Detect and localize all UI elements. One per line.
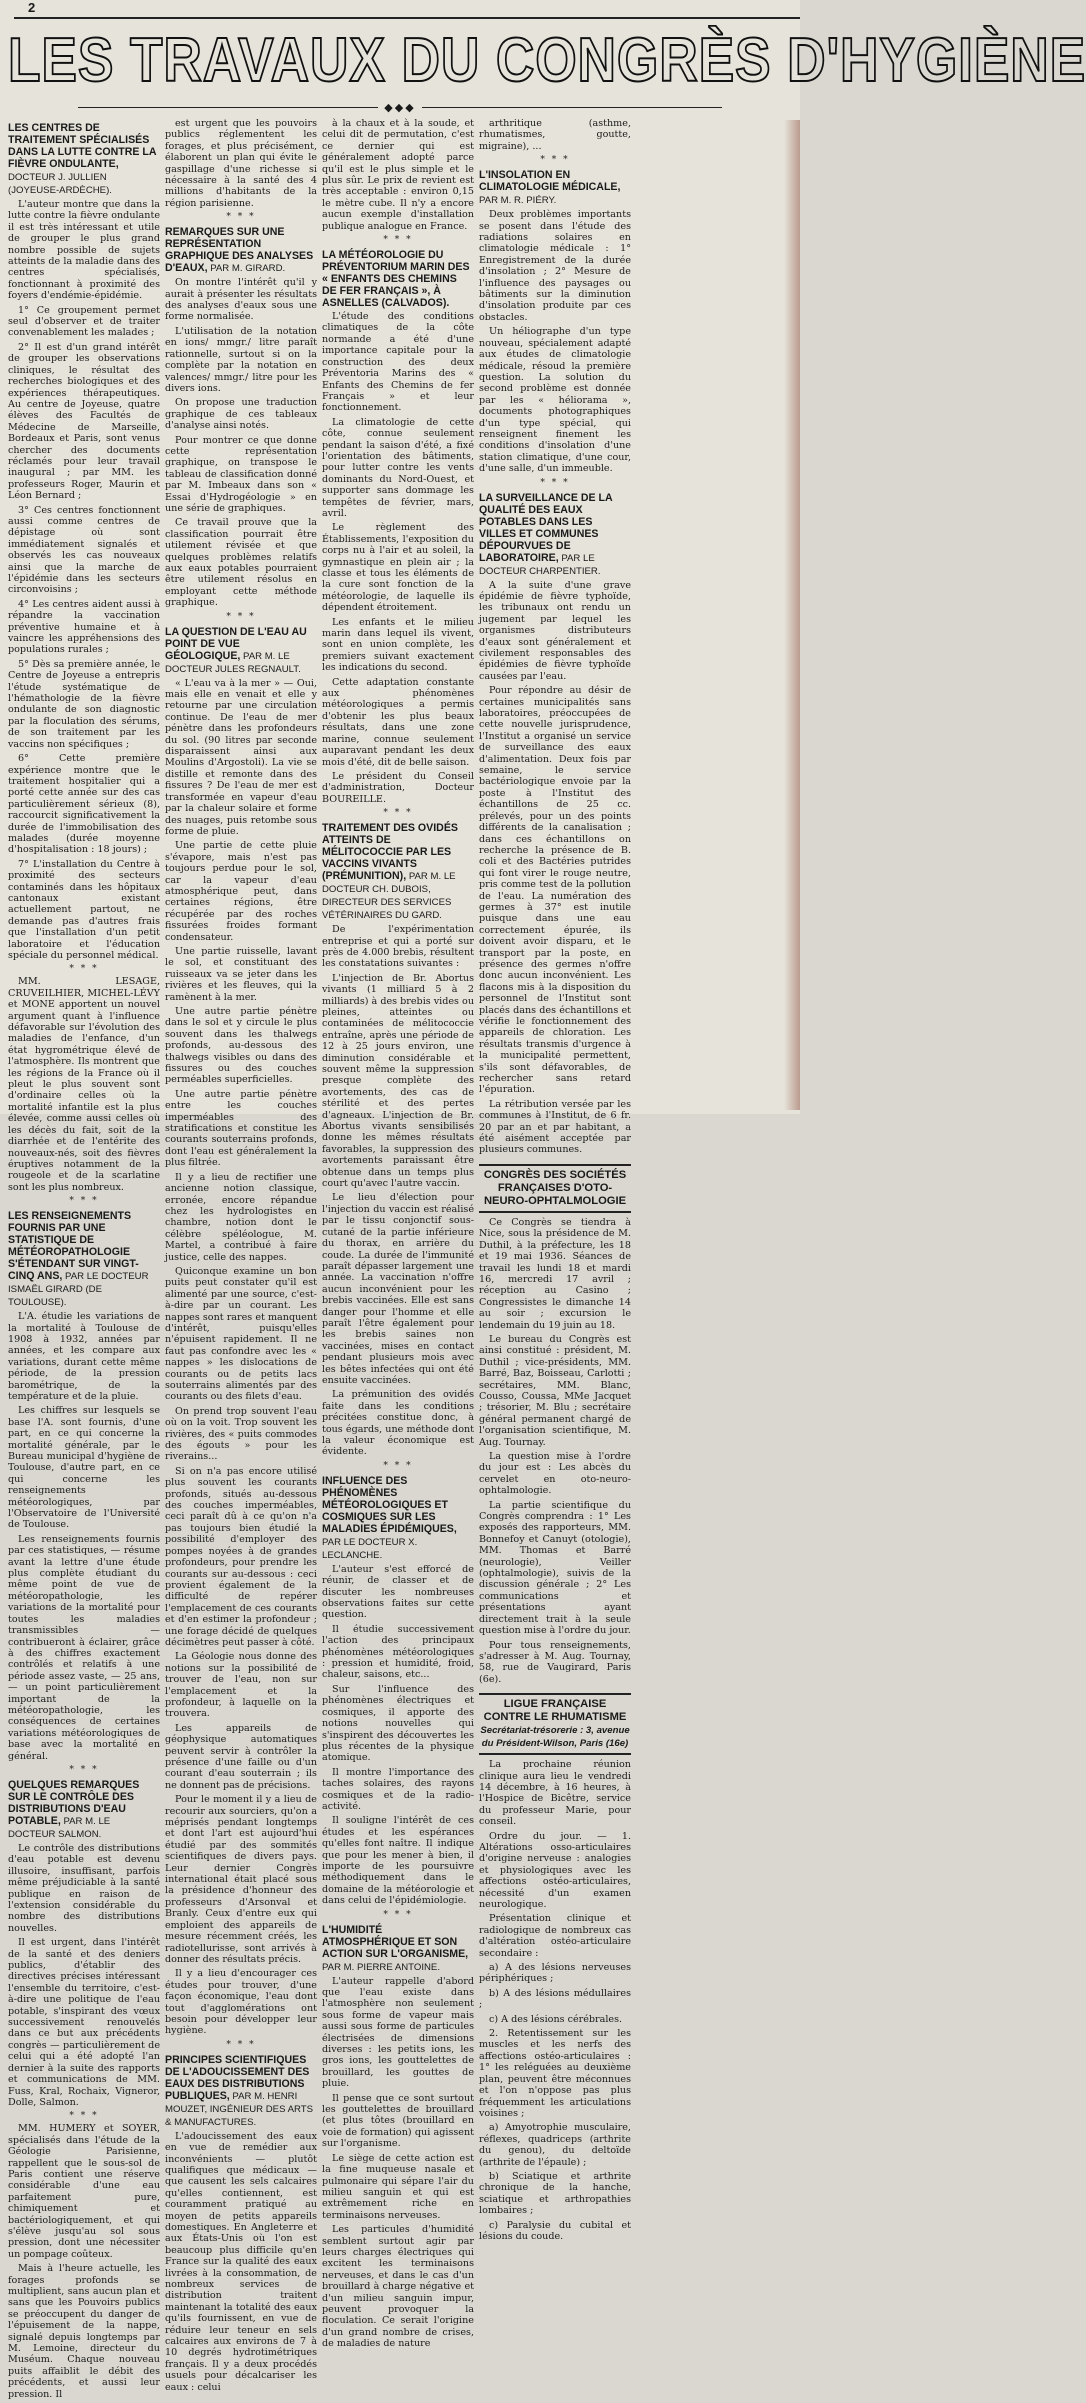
article-title: LES CENTRES DE TRAITEMENT SPÉCIALISÉS DANS LA LUTTE CONTRE LA FIÈVRE ONDULANTE, [8,122,157,170]
article-author: PAR M. LE DOCTEUR CH. DUBOIS, DIRECTEUR DES SERVICES VÉTÉRINAIRES DU GARD. [322,871,456,922]
article-paragraph: Une autre partie pénètre entre les couches imperméables des stratifications et constitue les courants souterrains profonds, dont l'eau est généralement la plus filtrée. [165,1088,317,1169]
article-paragraph: 2° Il est d'un grand intérêt de grouper les observations cliniques, le résultat des recherches biologiques et des expériences thérapeutiques. Au centre de Joyeuse, quatre élèves des Facultés de Médecine de Marseille, Bordeaux et Paris, sont venus chercher des documents réclamés pour leur travail inaugural ; par MM. les professeurs Roger, Maurin et Léon Bernard ; [8,341,160,502]
asterism-separator: * * * [383,1909,413,1920]
article-paragraph: Il souligne l'intérêt de ces études et les espérances qu'elles font naître. Il indique que pour les mener à bien, il importe de les poursuivre méthodiquement dans le domaine de la météorologie et dans celui de l'épidémiologie. [322,1815,474,1907]
top-rule [14,17,800,19]
article-author: PAR LE DOCTEUR X. LECLANCHE. [322,1536,418,1561]
article-paragraph: On propose une traduction graphique de ces tableaux d'analyse ainsi notés. [165,397,317,432]
article-paragraph: Pour le moment il y a lieu de recourir aux sourciers, qu'on a méprisés pendant longtemps et dont l'art est aujourd'hui étudié par des sommités scientifiques de divers pays. Leur dernier Congrès international était placé sous la présidence d'honneur des professeurs d'Arsonval et Branly. Ceux d'entre eux qui emploient des appareils de mesure récemment créés, les radiotellurisse, sont arrivés à donner des résultats précis. [165,1794,317,1965]
article-title: LA MÉTÉOROLOGIE DU PRÉVENTORIUM MARIN DES « ENFANTS DES CHEMINS DE FER FRANÇAIS », À ASNELLES (CALVADOS). [322,249,470,310]
ornament-rule-left [78,107,378,108]
article-paragraph: On montre l'intérêt qu'il y aurait à présenter les résultats des analyses d'eaux sous une forme normalisée. [165,277,317,323]
article-paragraph: Quiconque examine un bon puits peut constater qu'il est alimenté par une source, c'est-à-dire par un courant. Les nappes sont rares et manquent d'intérêt, puisqu'elles n'épuisent rapidement. Il ne faut pas confondre avec les « nappes » les dislocations de courants ou de petits lacs souterrains alimentés par des courants ou des filets d'eau. [165,1265,317,1403]
article-paragraph: c) Paralysie du cubital et lésions du coude. [479,2219,631,2242]
article-paragraph: A la suite d'une grave épidémie de fièvre typhoïde, les tribunaux ont rendu un jugement par lequel les organismes distributeurs d'eaux sont généralement et civilement responsables des épidémies de fièvre typhoïde causées par l'eau. [479,579,631,682]
article-paragraph: Une autre partie pénètre dans le sol et y circule le plus souvent dans les thalwegs profonds, au-dessous des thalwegs visibles ou dans des fissures ou des couches perméables superficielles. [165,1006,317,1086]
article-title: LA QUESTION DE L'EAU AU POINT DE VUE GÉOLOGIQUE, [165,625,307,662]
column-2 [165,118,317,2403]
article-paragraph: Les appareils de géophysique automatiques peuvent servir à contrôler la présence d'une faille ou d'un courant d'eau souterrain ; ils ne donnent pas de précisions. [165,1722,317,1791]
box-title: LIGUE FRANÇAISE CONTRE LE RHUMATISME [483,1698,627,1724]
article-author: PAR M. LE DOCTEUR SALMON. [8,1815,111,1840]
article-author: PAR LE DOCTEUR ISMAËL GIRARD (DE TOULOUSE). [8,1271,149,1309]
article-paragraph: Ce Congrès se tiendra à Nice, sous la présidence de M. Duthil, à la préfecture, les 18 et 19 mai 1936. Séances de travail les lundi 18 et mardi 16, mercredi 17 avril ; réception au Casino ; Congressistes le dimanche 14 au soir ; excursion le lendemain du 19 juin au 18. [479,1216,631,1331]
article-heading [322,249,474,309]
article-paragraph: Ordre du jour. — 1. Altérations osso-articulaires d'origine nerveuse : analogies et physiologiques avec les affections ostéo-articulaires, nécessité d'un examen neurologique. [479,1830,631,1910]
article-paragraph: La partie scientifique du Congrès comprendra : 1° Les exposés des rapporteurs, MM. Bonnefoy et Canuyt (otologie), MM. Thomas et Barré (neurologie), Veiller (ophtalmologie), suivis de la discussion générale ; 2° Les communications et présentations ayant directement trait à la seule question mise à l'ordre du jour. [479,1499,631,1637]
article-title: LES RENSEIGNEMENTS FOURNIS PAR UNE STATISTIQUE DE MÉTÉOROPATHOLOGIE S'ÉTENDANT SUR VINGT-CINQ ANS, [8,1210,139,1283]
section-box-heading [479,1164,631,1213]
article-paragraph: Les particules d'humidité semblent surtout agir par leurs charges électriques qui excitent les terminaisons nerveuses, et dans le cas d'un brouillard à charge négative et d'un milieu sanguin impur, peuvent provoquer la floculation. Ce serait l'origine d'un grand nombre de crises, de maladies de nature [322,2224,474,2350]
article-paragraph: Les chiffres sur lesquels se base l'A. sont fournis, d'une part, en ce qui concerne la mortalité générale, par le Bureau municipal d'hygiène de Toulouse, d'autre part, en ce qui concerne les renseignements météorologiques, par l'Observatoire de l'Université de Toulouse. [8,1405,160,1531]
article-paragraph: L'injection de Br. Abortus vivants (1 milliard 5 à 2 milliards) à des brebis vides ou pleines, atteintes ou contaminées de mélitococcie entraîne, après une période de 12 à 25 jours environ, une diminution considérable et souvent même la suppression presque complète des avortements, des cas de stérilité et des pertes d'agneaux. L'injection de Br. Abortus vivants sensibilisés donne les mêmes résultats favorables, la suppression des avortements paraissant être obtenue dans un temps plus court qu'avec l'autre vaccin. [322,972,474,1190]
article-paragraph: Si on n'a pas encore utilisé plus souvent les courants profonds, situés au-dessous des couches imperméables, ceci paraît dû à ce qu'on n'a pas toujours bien étudié la possibilité d'employer des pompes noyées à de grandes profondeurs, pour prendre les courants sur au-dessous : ceci provient également de la difficulté de repérer l'emplacement de ces courants et d'en estimer la profondeur ; une forage décidé de quelques décimètres peut passer à côté. [165,1465,317,1648]
article-heading [322,1924,474,1974]
article-paragraph: De l'expérimentation entreprise et qui a porté sur près de 4.000 brebis, résultent les constatations suivantes : [322,924,474,970]
article-heading [479,169,631,207]
article-paragraph: La prochaine réunion clinique aura lieu le vendredi 14 décembre, à 16 heures, à l'Hospice de Bicêtre, service du professeur Marie, pour conseil. [479,1759,631,1828]
article-paragraph: Pour répondre au désir de certaines municipalités sans laboratoires, préoccupées de cette nouvelle jurisprudence, l'Institut a organisé un service de surveillance des eaux d'alimentation. Deux fois par semaine, le service bactériologique envoie par la poste à l'Institut des échantillons de 25 cc. prélevés, pour un des points différents de la canalisation ; dans ces échantillons on recherche la présence de B. coli et des Bactéries putrides qui font virer le rouge neutre, pris comme test de la pollution de l'eau. La numération des germes à 37° est inutile puisque dans une eau correctement épurée, ils doivent avoir disparu, et le transport par la poste, en présence des germes n'offre donc aucun inconvénient. Les flacons mis à la disposition du personnel de l'Institut sont placés dans des échantillons et vérifie le fonctionnement des appareils de chloration. Les résultats transmis d'urgence à la municipalité permettent, s'ils sont défavorables, de rechercher sans retard l'épuration. [479,685,631,1096]
article-paragraph: Mais à l'heure actuelle, les forages profonds se multiplient, sans aucun plan et sans que les Pouvoirs publics se préoccupent du danger de l'épuisement de la nappe, signalé depuis longtemps par M. Lemoine, directeur du Muséum. Chaque nouveau puits affaiblit le débit des précédents, et aussi leur pression. Il [8,2263,160,2400]
article-paragraph: MM. HUMERY et SOYER, spécialisés dans l'étude de la Géologie Parisienne, rappellent que le sous-sol de Paris contient une réserve considérable d'une eau parfaitement pure, chimiquement et bactériologiquement, et qui s'élève jusqu'au sol sous pression, dont une nécessiter un pompage coûteux. [8,2123,160,2260]
article-title: L'INSOLATION EN CLIMATOLOGIE MÉDICALE, [479,169,621,194]
article-paragraph: L'adoucissement des eaux en vue de remédier aux inconvénients — plutôt qualifiques que médicaux — que causent les sels calcaires qu'elles contiennent, est couramment pratiqué au moyen de petits appareils domestiques. En Angleterre et aux États-Unis où l'on est beaucoup plus difficile qu'en France sur la qualité des eaux livrées à la consommation, de nombreux services de distribution traitent maintenant la totalité des eaux qu'ils fournissent, en vue de réduire leur teneur en sels calcaires aux environs de 7 à 10 degrés hydrotimétriques français. Il y a deux procédés usuels pour décalcariser les eaux : celui [165,2130,317,2393]
article-paragraph: Cette adaptation constante aux phénomènes météorologiques a permis d'obtenir les plus beaux résultats, dans une zone marine, connue seulement auparavant pendant les deux mois d'été, dit de belle saison. [322,676,474,768]
article-paragraph: Deux problèmes importants se posent dans l'étude des radiations solaires en climatologie médicale : 1° Enregistrement de la durée d'insolation ; 2° Mesure de l'influence des paysages ou bâtiments sur la diminution d'insolation produite par ces obstacles. [479,209,631,323]
article-paragraph: Pour montrer ce que donne cette représentation graphique, on transpose le tableau de classification donné par M. Imbeaux dans son « Essai d'Hydrogéologie » en une série de graphiques. [165,434,317,514]
article-paragraph: La question mise à l'ordre du jour est : Les abcès du cervelet en oto-neuro-ophtalmologie. [479,1451,631,1497]
article-paragraph: Une partie de cette pluie s'évapore, mais n'est pas toujours perdue pour le sol, car la vapeur d'eau atmosphérique peut, dans certaines régions, être récupérée par des roches fissurées froides formant condensateur. [165,840,317,943]
article-paragraph: L'A. étudie les variations de la mortalité à Toulouse de 1908 à 1932, années par années, et les compare aux variations, durant cette même période, de la pression barométrique, de la température et de la pluie. [8,1311,160,1402]
article-paragraph: a) A des lésions nerveuses périphériques ; [479,1962,631,1985]
box-subtitle: Secrétariat-trésorerie : 3, avenue du Président-Wilson, Paris (16e) [480,1725,630,1750]
article-title: PRINCIPES SCIENTIFIQUES DE L'ADOUCISSEMENT DES EAUX DES DISTRIBUTIONS PUBLIQUES, [165,2053,310,2102]
article-paragraph: Il montre l'importance des taches solaires, des rayons cosmiques et de la radio-activité. [322,1766,474,1812]
article-paragraph: La prémunition des ovidés faite dans les conditions précitées constitue donc, à tous égards, une méthode dont la valeur économique est évidente. [322,1389,474,1458]
article-title: REMARQUES SUR UNE REPRÉSENTATION GRAPHIQUE DES ANALYSES D'EAUX, [165,226,314,275]
article-paragraph: Le contrôle des distributions d'eau potable est devenu illusoire, insuffisant, parfois même préjudiciable à la santé publique en raison de l'extension considérable du nombre des distributions nouvelles. [8,1842,160,1934]
asterism-separator: * * * [69,1764,99,1775]
article-heading [165,2054,317,2129]
article-paragraph: La Géologie nous donne des notions sur la possibilité de trouver de l'eau, non sur l'emplacement et la profondeur, à laquelle on la trouvera. [165,1651,317,1720]
asterism-separator: * * * [383,808,413,819]
article-author: PAR LE DOCTEUR CHARPENTIER. [479,552,601,577]
article-paragraph: c) A des lésions cérébrales. [489,2013,623,2025]
asterism-separator: * * * [540,477,570,488]
column-4 [479,118,631,2403]
box-title: CONGRÈS DES SOCIÉTÉS FRANÇAISES D'OTO-NEURO-OPHTALMOLOGIE [483,1168,627,1207]
article-author: PAR M. PIERRE ANTOINE. [322,1961,440,1973]
article-heading [322,1475,474,1562]
article-paragraph: On prend trop souvent l'eau où on la voit. Trop souvent les rivières, des « puits commodes des égouts » pour les riverains... [165,1405,317,1463]
article-paragraph: Le lieu d'élection pour l'injection du vaccin est réalisé par le tissu conjonctif sous-cutané de la partie inférieure du thorax, en arrière du coude. La durée de l'immunité paraît dépasser largement une année. La vaccination n'offre aucun inconvénient pour les brebis vaccinées. Elle est sans danger pour l'homme et elle paraît l'être également pour les brebis saines non vaccinées, mises en contact pendant plusieurs mois avec les bêtes infectées qui ont été ensuite vaccinées. [322,1192,474,1386]
article-paragraph: Présentation clinique et radiologique de nombreux cas d'altération ostéo-articulaire secondaire : [479,1913,631,1959]
article-paragraph: b) Sciatique et arthrite chronique de la hanche, sciatique et arthropathies lombaires ; [479,2170,631,2217]
article-paragraph: 7° L'installation du Centre à proximité des secteurs contaminés dans les hôpitaux cantonaux existant actuellement partout, ne demande pas d'autres frais que l'installation d'un petit laboratoire et l'éducation spéciale du personnel médical. [8,858,160,961]
asterism-separator: * * * [540,155,570,166]
article-columns [8,118,788,2400]
article-paragraph: 3° Ces centres fonctionnent aussi comme centres de dépistage où sont immédiatement signalés et observés les cas nouveaux ainsi que la marche de l'épidémie dans les secteurs circonvoisins ; [8,504,160,596]
asterism-separator: * * * [226,212,256,223]
masthead-ornament [0,100,800,114]
article-heading [8,122,160,197]
article-heading [165,626,317,676]
asterism-separator: * * * [226,611,256,622]
article-title: TRAITEMENT DES OVIDÉS ATTEINTS DE MÉLITOCOCCIE PAR LES VACCINS VIVANTS (PRÉMUNITION), [322,822,458,883]
asterism-separator: * * * [383,235,413,246]
article-paragraph: Les renseignements fournis par ces statistiques, — résume avant la lettre d'une étude plus complète étudiant du même point de vue de météoropathologie, les variations de la mortalité pour toutes les maladies transmissibles — contribueront à éclairer, grâce à des chiffres exactement contrôlés et relatifs à une période assez vaste, — 25 ans, — un point particulièrement important de la météoropathologie, les conséquences de certaines variations météorologiques de base avec la mortalité en général. [8,1533,160,1762]
article-heading [479,492,631,578]
asterism-separator: * * * [69,2111,99,2122]
asterism-separator: * * * [69,964,99,975]
article-paragraph: Les enfants et le milieu marin dans lequel ils vivent, sont en union complète, les premiers suivant exactement les indications du second. [322,616,474,674]
article-author: PAR M. R. PIÉRY. [479,195,557,207]
masthead-title: LES TRAVAUX DU CONGRÈS D'HYGIÈNE [8,26,1086,95]
article-paragraph: 2. Retentissement sur les muscles et les nerfs des affections ostéo-articulaires : 1° les reléguées au deuxième plan, peuvent être méconnues et l'on n'oppose pas plus fréquemment les articulations voisines ; [479,2028,631,2119]
article-title: LA SURVEILLANCE DE LA QUALITÉ DES EAUX POTABLES DANS LES VILLES ET COMMUNES DÉPOURVUES DE LABORATOIRE, [479,491,613,564]
article-author: DOCTEUR J. JULLIEN (JOYEUSE-ARDÈCHE). [8,172,112,196]
article-paragraph: La climatologie de cette côte, connue seulement pendant la saison d'été, a fixé l'orientation des bâtiments, pour lutter contre les vents dominants du Nord-Ouest, et supporter sans dommage les tempêtes de février, mars, avril. [322,416,474,519]
section-box-heading [479,1693,631,1755]
article-paragraph: est urgent que les pouvoirs publics réglementent les forages, et plus précisément, élaborent un plan qui évite le gaspillage d'une richesse si nécessaire à la santé des 4 millions d'habitants de la région parisienne. [165,118,317,209]
article-title: QUELQUES REMARQUES SUR LE CONTRÔLE DES DISTRIBUTIONS D'EAU POTABLE, [8,1778,140,1827]
article-paragraph: Le règlement des Établissements, l'exposition du corps nu à l'air et au soleil, la gymnastique en plein air ; la classe et tous les éléments de la cure sont fonction de la météorologie, de laquelle ils dépendent étroitement. [322,522,474,614]
column-5-partial [636,118,784,2403]
article-paragraph: Sur l'influence des phénomènes électriques et cosmiques, il apporte des notions nouvelles qui s'inspirent des découvertes les plus récentes de la physique atomique. [322,1683,474,1764]
article-paragraph: Il y a lieu d'encourager ces études pour trouver, d'une façon économique, l'eau dont tout d'agglomérations ont besoin pour développer leur hygiène. [165,1968,317,2037]
article-paragraph: Ce travail prouve que la classification pourrait être utilement révisée et que quelques problèmes relatifs aux eaux potables pourraient être utilement résolus en employant cette méthode graphique. [165,517,317,609]
article-paragraph: L'auteur montre que dans la lutte contre la fièvre ondulante il est très intéressant et utile de grouper le plus grand nombre possible de sujets atteints de la maladie dans des centres spécialisés, fonctionnant à proximité des foyers d'endémie-épidémie. [8,199,160,302]
asterism-separator: * * * [383,1460,413,1471]
ornament-rule-right [422,107,722,108]
article-paragraph: Il est urgent, dans l'intérêt de la santé et des deniers publics, d'établir des directives précises intéressant l'ensemble du territoire, c'est-à-dire une politique de l'eau potable, s'inspirant des vœux successivement renouvelés dans ce but aux précédents congrès — particulièrement de celui qui a été adopté l'an dernier à la suite des rapports et communications de MM. Fuss, Kral, Rochaix, Vigneror, Dolle, Salmon. [8,1937,160,2108]
article-heading [8,1210,160,1309]
article-paragraph: Un héliographe d'un type nouveau, spécialement adapté aux études de climatologie médicale, résoud la première question. La solution du second problème est donnée par les « héliorama », documents photographiques d'un type spécial, qui renseignent finement les conditions d'insolation d'une station climatique, d'une cour, d'une salle, d'un immeuble. [479,326,631,475]
article-paragraph: Une partie ruisselle, lavant le sol, et constituant des ruisseaux va se jeter dans les rivières et les fleuves, qui la ramènent à la mer. [165,945,317,1003]
article-paragraph: Le siège de cette action est la fine muqueuse nasale et pulmonaire qui sépare l'air du milieu sanguin et qui est extrêmement riche en terminaisons nerveuses. [322,2152,474,2221]
article-title: INFLUENCE DES PHÉNOMÈNES MÉTÉOROLOGIQUES ET COSMIQUES SUR LES MALADIES ÉPIDÉMIQUES, [322,1474,457,1535]
article-paragraph: Il y a lieu de rectifier une ancienne notion classique, erronée, encore répandue chez les hydrologistes en chambre, notion dont le célèbre spéléologue, M. Martel, a contribué à faire justice, celle des nappes. [165,1171,317,1263]
article-paragraph: 5° Dès sa première année, le Centre de Joyeuse a entrepris l'étude systématique de l'hémathologie de la fièvre ondulante de son diagnostic par la floculation des sérums, de son traitement par les vaccins non spécifiques ; [8,658,160,750]
article-paragraph: Le bureau du Congrès est ainsi constitué : président, M. Duthil ; vice-présidents, MM. Barré, Baz, Boisseau, Carlotti ; secrétaires, MM. Blanc, Cousso, Coussa, MMe Jacquet ; trésorier, M. Blu ; secrétaire général permanent chargé de l'organisation scientifique, M. Aug. Tournay. [479,1333,631,1448]
article-paragraph: 6° Cette première expérience montre que le traitement hospitalier qui a porté cette année sur des cas particulièrement sérieux (8), raccourcit significativement la durée de l'immobilisation des malades (durée moyenne d'hospitalisation : 18 jours) ; [8,753,160,856]
article-paragraph: arthritique (asthme, rhumatismes, goutte, migraine), ... [479,118,631,152]
asterism-separator: * * * [226,2039,256,2050]
article-paragraph: « L'eau va à la mer » — Oui, mais elle en venait et elle y retourne par une circulation continue. De l'eau de mer pénètre dans les profondeurs du sol. (90 litres par seconde disparaissent ainsi aux Moulins d'Argostoli). La vie se distille et remonte dans des fissures ? De l'eau de mer est transformée en vapeur d'eau par la chaleur solaire et forme des nuages, puis retombe sous forme de pluie. [165,677,317,837]
article-author: PAR M. GIRARD. [207,263,286,275]
article-paragraph: à la chaux et à la soude, et celui dit de permutation, c'est ce dernier qui est généralement adopté parce qu'il est le plus simple et le plus sûr. Le prix de revient est très acceptable : environ 0,15 le mètre cube. Il n'y a encore aucun exemple d'installation publique analogue en France. [322,118,474,232]
article-paragraph: MM. LESAGE, CRUVEILHIER, MICHEL-LÉVY et MONE apportent un nouvel argument quant à l'influence défavorable sur l'évolution des maladies de l'enfance, d'un état hygrométrique élevé de l'atmosphère. Ils montrent que les régions de la France où il pleut le plus souvent sont d'ordinaire celles où la mortalité infantile est la plus élevée, comme aussi celles où les décès du fait, soit de la diarrhée et de l'entérite des nouveaux-nés, soit des fièvres éruptives notamment de la rougeole et de la scarlatine sont les plus nombreux. [8,976,160,1193]
column-3 [322,118,474,2403]
article-heading [165,226,317,275]
article-paragraph: La rétribution versée par les communes à l'Institut, de 6 fr. 20 par an et par habitant, a été aisément acceptée par plusieurs communes. [479,1098,631,1156]
article-title: L'HUMIDITÉ ATMOSPHÉRIQUE ET SON ACTION SUR L'ORGANISME, [322,1923,469,1960]
article-paragraph: 4° Les centres aident aussi à répandre la vaccination préventive humaine et à vaincre les appréhensions des populations rurales ; [8,598,160,656]
article-paragraph: Il pense que ce sont surtout les gouttelettes de brouillard (et plus tôtes (brouillard en voie de formation) qui agissent sur l'organisme. [322,2092,474,2150]
article-paragraph: 1° Ce groupement permet seul d'observer et de traiter convenablement les malades ; [8,304,160,339]
article-heading [8,1779,160,1841]
article-paragraph: b) A des lésions médullaires ; [479,1987,631,2011]
article-author: PAR M. HENRI MOUZET, INGÉNIEUR DES ARTS & MANUFACTURES. [165,2090,314,2128]
page-edge-shadow [784,120,800,1110]
article-paragraph: L'utilisation de la notation en ions/ mmgr./ litre paraît rationnelle, surtout si on la complète par la notation en valences/ mmgr./ litre pour les divers ions. [165,325,317,394]
article-paragraph: a) Amyotrophie musculaire, réflexes, quadriceps (arthrite du genou), du deltoïde (arthrite de l'épaule) ; [479,2122,631,2168]
ornament-diamonds: ◆◆◆ [384,100,416,114]
article-paragraph: L'auteur rappelle d'abord que l'eau existe dans l'atmosphère non seulement sous forme de vapeur mais aussi sous forme de particules électrisées de dimensions diverses : les petits ions, les gros ions, les gouttelettes de brouillard, les gouttes de pluie. [322,1975,474,2090]
column-1 [8,118,160,2403]
article-paragraph: L'étude des conditions climatiques de la côte normande a été d'une importance capitale pour la construction des deux Préventoria Marins des « Enfants des Chemins de fer Français » et leur fonctionnement. [322,311,474,414]
article-paragraph: Le président du Conseil d'administration, Docteur BOUREILLE. [322,770,474,805]
article-heading [322,822,474,922]
asterism-separator: * * * [69,1196,99,1207]
article-paragraph: Pour tous renseignements, s'adresser à M. Aug. Tournay, 58, rue de Vaugirard, Paris (6e). [479,1639,631,1685]
article-author: PAR M. LE DOCTEUR JULES REGNAULT. [165,650,301,675]
article-paragraph: L'auteur s'est efforcé de réunir, de classer et de discuter les nombreuses observations faites sur cette question. [322,1563,474,1621]
page-number: 2 [28,0,36,15]
article-paragraph: Il étudie successivement l'action des principaux phénomènes météorologiques : pression et humidité, froid, chaleur, saisons, etc... [322,1623,474,1681]
